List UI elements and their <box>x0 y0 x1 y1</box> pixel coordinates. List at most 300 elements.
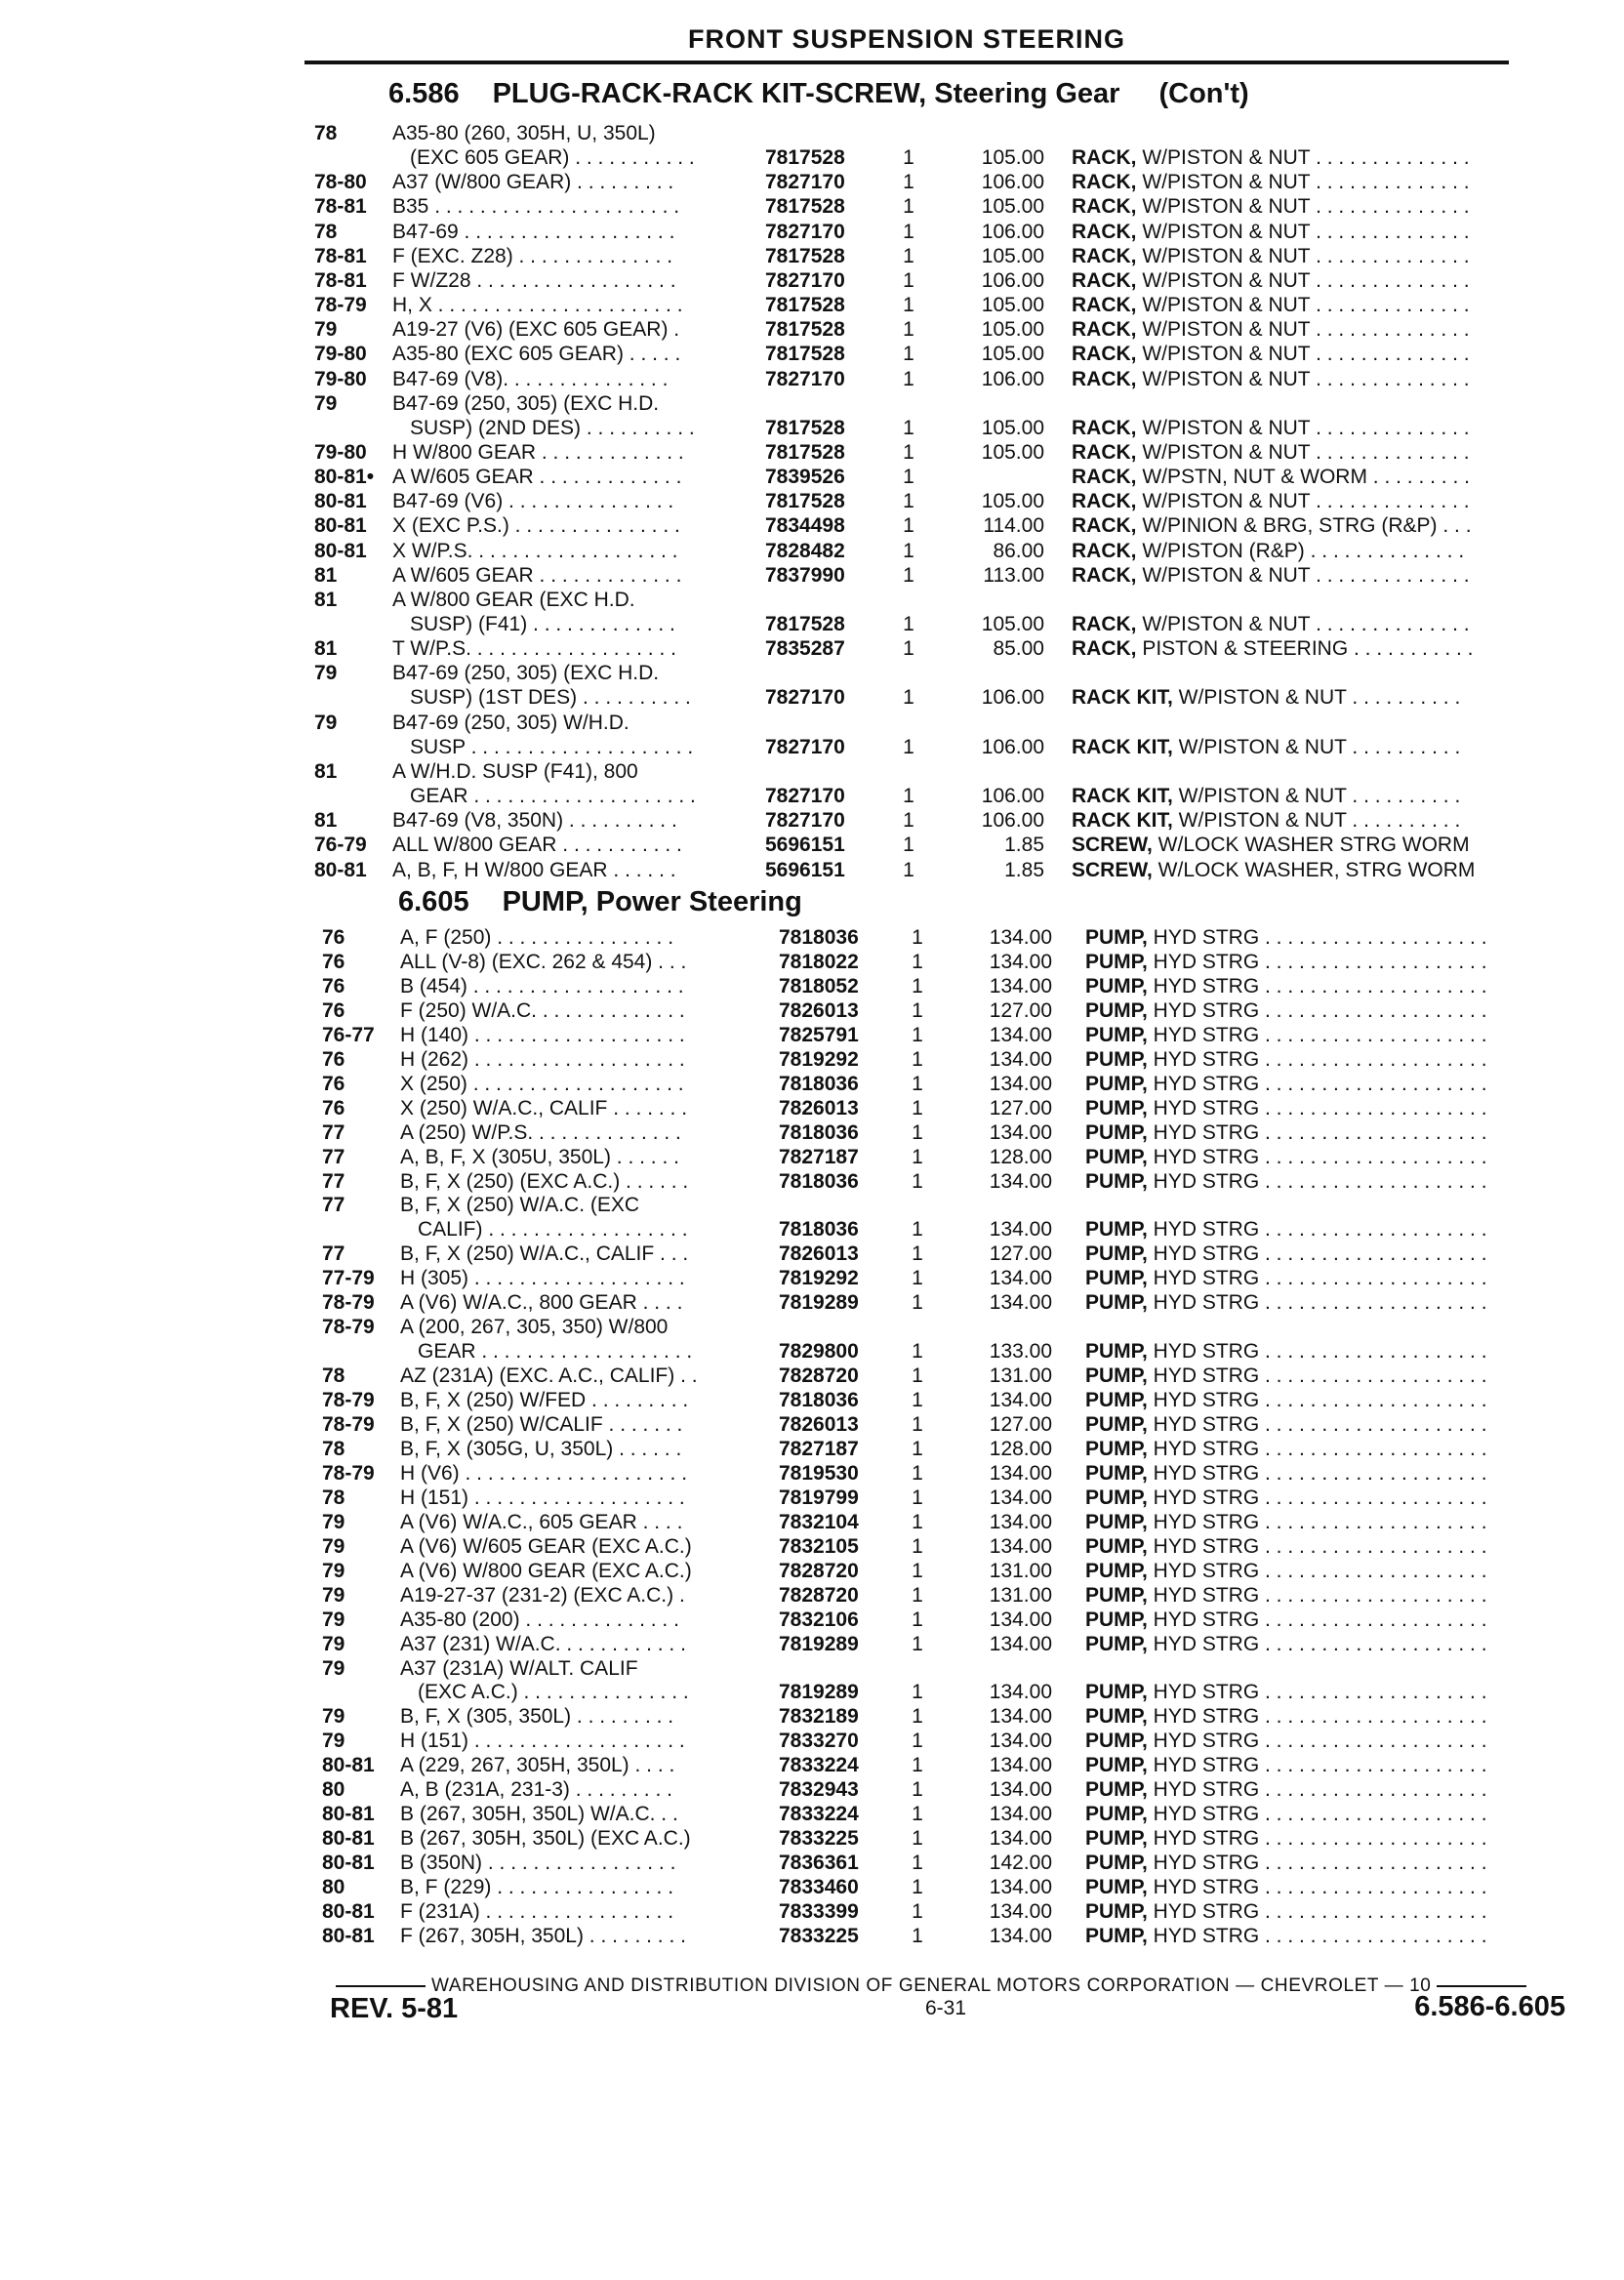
year-range: 76 <box>322 1097 345 1120</box>
year-range: 78-79 <box>322 1316 375 1338</box>
application-description: B47-69 (V8, 350N) . . . . . . . . . . <box>392 809 677 832</box>
year-range: 78 <box>322 1364 345 1387</box>
table-row <box>0 1899 1624 1924</box>
part-name: PUMP, <box>1085 1827 1148 1850</box>
part-description <box>1072 342 1560 366</box>
part-number: 7828482 <box>765 540 845 562</box>
part-detail: W/PSTN, NUT & WORM . . . . . . . . . <box>1136 466 1470 488</box>
quantity: 1 <box>903 809 914 832</box>
year-range: 77 <box>322 1146 345 1168</box>
quantity: 1 <box>912 1535 923 1558</box>
quantity: 1 <box>912 1705 923 1728</box>
year-range: 80 <box>322 1778 345 1801</box>
table-row <box>0 636 1624 661</box>
part-number: 7832943 <box>779 1778 859 1801</box>
year-range: 76 <box>322 926 345 949</box>
list-price: 134.00 <box>989 1705 1052 1728</box>
part-detail: HYD STRG . . . . . . . . . . . . . . . . . . . . <box>1147 1097 1487 1120</box>
list-price: 134.00 <box>989 1389 1052 1411</box>
application-description: F (250) W/A.C. . . . . . . . . . . . . . <box>400 999 685 1022</box>
quantity: 1 <box>912 1511 923 1533</box>
table-row <box>0 685 1624 710</box>
part-description <box>1085 1680 1563 1704</box>
year-range: 78-79 <box>322 1389 375 1411</box>
part-detail: HYD STRG . . . . . . . . . . . . . . . . . . . . <box>1147 1389 1487 1411</box>
year-range: 79-80 <box>314 368 367 390</box>
year-range: 77 <box>322 1242 345 1265</box>
part-number: 7833399 <box>779 1900 859 1923</box>
part-detail: HYD STRG . . . . . . . . . . . . . . . . . . . . <box>1147 1340 1487 1363</box>
table-row <box>0 1559 1624 1583</box>
quantity: 1 <box>903 294 914 316</box>
application-description: AZ (231A) (EXC. A.C., CALIF) . . <box>400 1364 698 1387</box>
part-description <box>1072 170 1560 194</box>
part-name: PUMP, <box>1085 1681 1148 1703</box>
part-detail: HYD STRG . . . . . . . . . . . . . . . . . . . . <box>1147 1608 1487 1631</box>
part-description <box>1072 244 1560 268</box>
quantity: 1 <box>903 736 914 758</box>
part-name: PUMP, <box>1085 1900 1148 1923</box>
table-row <box>0 367 1624 391</box>
table-row <box>0 1437 1624 1461</box>
year-range: 78-80 <box>314 171 367 193</box>
application-description: H, X . . . . . . . . . . . . . . . . . . . . . . <box>392 294 683 316</box>
application-description: B47-69 . . . . . . . . . . . . . . . . . . . <box>392 221 675 243</box>
table-row <box>0 1608 1624 1632</box>
part-name: RACK, <box>1072 269 1137 292</box>
quantity: 1 <box>912 1486 923 1509</box>
list-price: 105.00 <box>981 441 1044 464</box>
table-row <box>0 244 1624 268</box>
application-description: H (305) . . . . . . . . . . . . . . . . . . . <box>400 1267 685 1289</box>
quantity: 1 <box>903 514 914 537</box>
part-name: PUMP, <box>1085 951 1148 973</box>
part-description <box>1085 974 1563 998</box>
part-description <box>1072 145 1560 170</box>
part-detail: HYD STRG . . . . . . . . . . . . . . . . . . . . <box>1147 999 1487 1022</box>
part-description <box>1072 194 1560 219</box>
year-range: 77 <box>322 1194 345 1216</box>
part-description <box>1085 1534 1563 1559</box>
application-description: B, F, X (305G, U, 350L) . . . . . . <box>400 1438 682 1460</box>
part-name: PUMP, <box>1085 1097 1148 1120</box>
application-description: ALL (V-8) (EXC. 262 & 454) . . . <box>400 951 687 973</box>
part-description <box>1085 1753 1563 1777</box>
list-price: 85.00 <box>993 637 1044 660</box>
part-number: 7828720 <box>779 1584 859 1607</box>
part-name: PUMP, <box>1085 1535 1148 1558</box>
part-number: 7818036 <box>779 1170 859 1193</box>
part-number: 7827170 <box>765 785 845 807</box>
list-price: 105.00 <box>981 417 1044 439</box>
part-detail: HYD STRG . . . . . . . . . . . . . . . . . . . . <box>1147 1730 1487 1752</box>
part-detail: HYD STRG . . . . . . . . . . . . . . . . . . . . <box>1147 1876 1487 1898</box>
section-heading: PLUG-RACK-RACK KIT-SCREW, Steering Gear <box>492 78 1120 109</box>
application-description: X (EXC P.S.) . . . . . . . . . . . . . . . <box>392 514 680 537</box>
application-description: F (EXC. Z28) . . . . . . . . . . . . . . <box>392 245 673 267</box>
part-name: RACK, <box>1072 343 1137 365</box>
table-row <box>0 1120 1624 1145</box>
quantity: 1 <box>912 1340 923 1363</box>
part-number: 7826013 <box>779 1097 859 1120</box>
part-number: 7817528 <box>765 294 845 316</box>
table-row <box>0 1364 1624 1388</box>
part-number: 7827170 <box>765 686 845 709</box>
year-range: 79 <box>322 1535 345 1558</box>
part-number: 7817528 <box>765 245 845 267</box>
application-description: A37 (W/800 GEAR) . . . . . . . . . <box>392 171 674 193</box>
part-number: 7828720 <box>779 1364 859 1387</box>
application-description: SUSP) (F41) . . . . . . . . . . . . . <box>410 613 675 635</box>
part-name: RACK, <box>1072 146 1137 169</box>
application-description: A W/605 GEAR . . . . . . . . . . . . . <box>392 466 682 488</box>
part-description <box>1072 636 1560 661</box>
table-row <box>0 1023 1624 1047</box>
part-name: PUMP, <box>1085 1218 1148 1241</box>
quantity: 1 <box>903 686 914 709</box>
table-row <box>0 440 1624 465</box>
table-row <box>0 612 1624 636</box>
part-detail: W/PISTON & NUT . . . . . . . . . . <box>1172 736 1461 758</box>
part-detail: W/PISTON & NUT . . . . . . . . . . . . . . <box>1136 195 1470 218</box>
table-row <box>0 1242 1624 1266</box>
table-row <box>0 416 1624 440</box>
year-range: 80-81 <box>322 1852 375 1874</box>
part-name: PUMP, <box>1085 1073 1148 1095</box>
quantity: 1 <box>903 146 914 169</box>
quantity: 1 <box>903 417 914 439</box>
application-description: B, F, X (250) W/A.C., CALIF . . . <box>400 1242 689 1265</box>
application-description: A (V6) W/800 GEAR (EXC A.C.) <box>400 1560 692 1582</box>
part-number: 7818036 <box>779 1121 859 1144</box>
list-price: 134.00 <box>989 1803 1052 1825</box>
year-range: 78-79 <box>322 1291 375 1314</box>
part-number: 7833460 <box>779 1876 859 1898</box>
application-description: B47-69 (250, 305) (EXC H.D. <box>392 662 660 684</box>
part-number: 7817528 <box>765 417 845 439</box>
part-detail: HYD STRG . . . . . . . . . . . . . . . . . . . . <box>1147 1705 1487 1728</box>
part-description <box>1072 220 1560 244</box>
part-description <box>1085 1777 1563 1802</box>
part-description <box>1085 925 1563 950</box>
year-range: 78 <box>314 221 338 243</box>
part-detail: W/PISTON & NUT . . . . . . . . . . . . . . <box>1136 417 1470 439</box>
quantity: 1 <box>903 269 914 292</box>
application-description: A (250) W/P.S. . . . . . . . . . . . . . <box>400 1121 681 1144</box>
table-row <box>0 1266 1624 1290</box>
footer-distributor: WAREHOUSING AND DISTRIBUTION DIVISION OF GENERAL MOTORS CORPORATION — CHEVROLET — 10 <box>431 1975 1432 1996</box>
table-row <box>0 293 1624 317</box>
application-description: H (140) . . . . . . . . . . . . . . . . . . . <box>400 1024 685 1046</box>
quantity: 1 <box>912 1024 923 1046</box>
list-price: 134.00 <box>989 1024 1052 1046</box>
part-name: RACK, <box>1072 514 1137 537</box>
quantity: 1 <box>912 1876 923 1898</box>
table-row <box>0 1875 1624 1899</box>
quantity: 1 <box>903 343 914 365</box>
part-name: PUMP, <box>1085 1511 1148 1533</box>
table-row <box>0 784 1624 808</box>
year-range: 76-79 <box>314 834 367 856</box>
list-price: 106.00 <box>981 171 1044 193</box>
quantity: 1 <box>912 1242 923 1265</box>
year-range: 81 <box>314 589 338 611</box>
part-description <box>1085 1802 1563 1826</box>
part-number: 7833224 <box>779 1754 859 1776</box>
part-number: 7833270 <box>779 1730 859 1752</box>
part-detail: W/PISTON & NUT . . . . . . . . . . <box>1172 686 1461 709</box>
table-row <box>0 145 1624 170</box>
part-name: PUMP, <box>1085 1584 1148 1607</box>
part-name: RACK, <box>1072 368 1137 390</box>
application-description: B (454) . . . . . . . . . . . . . . . . . . . <box>400 975 684 998</box>
table-row <box>0 1412 1624 1437</box>
part-description <box>1085 1608 1563 1632</box>
table-row <box>0 268 1624 293</box>
list-price: 134.00 <box>989 1535 1052 1558</box>
part-detail: W/PISTON & NUT . . . . . . . . . . . . . . <box>1136 343 1470 365</box>
year-range: 76 <box>322 951 345 973</box>
part-number: 5696151 <box>765 834 845 856</box>
quantity: 1 <box>912 1900 923 1923</box>
part-number: 7819289 <box>779 1291 859 1314</box>
application-description: B47-69 (250, 305) W/H.D. <box>392 712 629 734</box>
part-number: 7817528 <box>765 613 845 635</box>
application-description: GEAR . . . . . . . . . . . . . . . . . . . <box>418 1340 693 1363</box>
quantity: 1 <box>903 221 914 243</box>
part-name: PUMP, <box>1085 1754 1148 1776</box>
part-description <box>1072 735 1560 759</box>
section-number: 6.605 <box>398 886 469 917</box>
part-description <box>1072 539 1560 563</box>
list-price: 105.00 <box>981 490 1044 512</box>
list-price: 134.00 <box>989 1925 1052 1947</box>
table-row <box>0 1704 1624 1729</box>
part-description <box>1072 440 1560 465</box>
part-description <box>1085 1851 1563 1875</box>
year-range: 80-81 <box>314 859 367 881</box>
application-description: H W/800 GEAR . . . . . . . . . . . . . <box>392 441 684 464</box>
quantity: 1 <box>912 999 923 1022</box>
part-description <box>1085 1583 1563 1608</box>
part-number: 7827170 <box>765 221 845 243</box>
part-number: 7832104 <box>779 1511 859 1533</box>
part-description <box>1072 489 1560 513</box>
part-name: RACK KIT, <box>1072 686 1173 709</box>
year-range: 78-81 <box>314 195 367 218</box>
part-description <box>1072 612 1560 636</box>
part-number: 7833225 <box>779 1827 859 1850</box>
table-row <box>0 1729 1624 1753</box>
part-description <box>1085 1072 1563 1096</box>
part-number: 7818036 <box>779 926 859 949</box>
list-price: 105.00 <box>981 146 1044 169</box>
part-number: 7817528 <box>765 318 845 341</box>
part-number: 5696151 <box>765 859 845 881</box>
list-price: 105.00 <box>981 343 1044 365</box>
part-detail: W/PISTON & NUT . . . . . . . . . . . . . . <box>1136 146 1470 169</box>
year-range: 80-81 <box>322 1900 375 1923</box>
part-name: PUMP, <box>1085 1633 1148 1655</box>
application-description: SUSP) (1ST DES) . . . . . . . . . . <box>410 686 691 709</box>
part-detail: W/LOCK WASHER STRG WORM <box>1152 834 1470 856</box>
table-row <box>0 1851 1624 1875</box>
application-description: GEAR . . . . . . . . . . . . . . . . . . . . <box>410 785 696 807</box>
part-number: 7839526 <box>765 466 845 488</box>
table-row <box>0 950 1624 974</box>
year-range: 79 <box>322 1608 345 1631</box>
quantity: 1 <box>912 1073 923 1095</box>
quantity: 1 <box>903 466 914 488</box>
list-price: 134.00 <box>989 1730 1052 1752</box>
part-detail: PISTON & STEERING . . . . . . . . . . . <box>1136 637 1474 660</box>
part-detail: W/PISTON & NUT . . . . . . . . . . . . . . <box>1136 245 1470 267</box>
part-detail: HYD STRG . . . . . . . . . . . . . . . . . . . . <box>1147 1535 1487 1558</box>
part-name: RACK, <box>1072 490 1137 512</box>
part-detail: W/PISTON & NUT . . . . . . . . . . . . . . <box>1136 221 1470 243</box>
quantity: 1 <box>912 1827 923 1850</box>
part-number: 7832189 <box>779 1705 859 1728</box>
part-name: RACK, <box>1072 613 1137 635</box>
part-detail: W/PISTON & NUT . . . . . . . . . . . . . . <box>1136 171 1470 193</box>
table-row <box>0 563 1624 588</box>
table-row <box>0 974 1624 998</box>
application-description: B, F, X (250) W/A.C. (EXC <box>400 1194 640 1216</box>
page-number: 6-31 <box>925 1997 967 2019</box>
application-description: X W/P.S. . . . . . . . . . . . . . . . . . . <box>392 540 678 562</box>
part-detail: HYD STRG . . . . . . . . . . . . . . . . . . . . <box>1147 1584 1487 1607</box>
year-range: 76 <box>322 1073 345 1095</box>
part-detail: W/PISTON & NUT . . . . . . . . . . . . . . <box>1136 613 1470 635</box>
section-heading: PUMP, Power Steering <box>502 886 802 917</box>
part-name: RACK KIT, <box>1072 809 1173 832</box>
section-range: 6.586-6.605 <box>1414 1991 1565 2022</box>
part-detail: HYD STRG . . . . . . . . . . . . . . . . . . . . <box>1147 1146 1487 1168</box>
list-price: 105.00 <box>981 195 1044 218</box>
year-range: 76-77 <box>322 1024 375 1046</box>
part-detail: HYD STRG . . . . . . . . . . . . . . . . . . . . <box>1147 1462 1487 1485</box>
year-range: 78 <box>322 1438 345 1460</box>
application-description: B (267, 305H, 350L) (EXC A.C.) <box>400 1827 691 1850</box>
part-number: 7833224 <box>779 1803 859 1825</box>
part-detail: W/PISTON & NUT . . . . . . . . . . . . . . <box>1136 490 1470 512</box>
table-row <box>0 342 1624 366</box>
table-row <box>0 317 1624 342</box>
part-number: 7827170 <box>765 368 845 390</box>
part-detail: HYD STRG . . . . . . . . . . . . . . . . . . . . <box>1147 1024 1487 1046</box>
quantity: 1 <box>903 441 914 464</box>
part-name: PUMP, <box>1085 1852 1148 1874</box>
part-name: RACK, <box>1072 564 1137 587</box>
quantity: 1 <box>912 1170 923 1193</box>
part-number: 7817528 <box>765 441 845 464</box>
year-range: 79 <box>322 1511 345 1533</box>
table-row-description-line <box>0 759 1624 784</box>
application-description: A (V6) W/A.C., 605 GEAR . . . . <box>400 1511 683 1533</box>
table-row-description-line <box>0 1656 1624 1681</box>
part-detail: W/PISTON & NUT . . . . . . . . . . . . . . <box>1136 368 1470 390</box>
year-range: 79 <box>322 1633 345 1655</box>
part-number: 7818036 <box>779 1073 859 1095</box>
quantity: 1 <box>903 245 914 267</box>
list-price: 105.00 <box>981 318 1044 341</box>
list-price: 106.00 <box>981 221 1044 243</box>
year-range: 76 <box>322 999 345 1022</box>
application-description: A35-80 (EXC 605 GEAR) . . . . . <box>392 343 681 365</box>
quantity: 1 <box>903 834 914 856</box>
quantity: 1 <box>912 1097 923 1120</box>
footer-rule <box>1437 1985 1526 1987</box>
application-description: (EXC 605 GEAR) . . . . . . . . . . . <box>410 146 695 169</box>
year-range: 81 <box>314 760 338 783</box>
table-row <box>0 1777 1624 1802</box>
part-number: 7837990 <box>765 564 845 587</box>
table-row <box>0 1290 1624 1315</box>
year-range: 78-79 <box>322 1462 375 1485</box>
part-number: 7826013 <box>779 1413 859 1436</box>
quantity: 1 <box>912 1291 923 1314</box>
table-row <box>0 465 1624 489</box>
quantity: 1 <box>912 1608 923 1631</box>
part-detail: W/PINION & BRG, STRG (R&P) . . . <box>1136 514 1472 537</box>
table-row <box>0 808 1624 833</box>
year-range: 76 <box>322 1048 345 1071</box>
table-row <box>0 513 1624 538</box>
part-name: PUMP, <box>1085 975 1148 998</box>
quantity: 1 <box>912 1778 923 1801</box>
application-description: A19-27 (V6) (EXC 605 GEAR) . <box>392 318 680 341</box>
application-description: SUSP) (2ND DES) . . . . . . . . . . <box>410 417 695 439</box>
list-price: 105.00 <box>981 613 1044 635</box>
part-name: PUMP, <box>1085 1267 1148 1289</box>
year-range: 79 <box>314 318 338 341</box>
part-description <box>1072 563 1560 588</box>
year-range: 79 <box>314 712 338 734</box>
list-price: 134.00 <box>989 1876 1052 1898</box>
part-name: PUMP, <box>1085 1876 1148 1898</box>
application-description: ALL W/800 GEAR . . . . . . . . . . . <box>392 834 682 856</box>
list-price: 106.00 <box>981 785 1044 807</box>
part-detail: HYD STRG . . . . . . . . . . . . . . . . . . . . <box>1147 1852 1487 1874</box>
year-range: 79 <box>314 662 338 684</box>
list-price: 131.00 <box>989 1584 1052 1607</box>
part-description <box>1085 1242 1563 1266</box>
table-row <box>0 1072 1624 1096</box>
list-price: 128.00 <box>989 1438 1052 1460</box>
list-price: 1.85 <box>1004 859 1044 881</box>
part-name: RACK, <box>1072 221 1137 243</box>
part-name: RACK, <box>1072 540 1137 562</box>
list-price: 134.00 <box>989 1048 1052 1071</box>
part-description <box>1085 1096 1563 1120</box>
part-detail: HYD STRG . . . . . . . . . . . . . . . . . . . . <box>1147 1438 1487 1460</box>
part-description <box>1085 1510 1563 1534</box>
list-price: 133.00 <box>989 1340 1052 1363</box>
part-name: RACK, <box>1072 294 1137 316</box>
part-number: 7818036 <box>779 1218 859 1241</box>
quantity: 1 <box>912 1389 923 1411</box>
application-description: A W/H.D. SUSP (F41), 800 <box>392 760 638 783</box>
application-description: B47-69 (250, 305) (EXC H.D. <box>392 392 660 415</box>
part-detail: HYD STRG . . . . . . . . . . . . . . . . . . . . <box>1147 926 1487 949</box>
quantity: 1 <box>912 1267 923 1289</box>
quantity: 1 <box>903 785 914 807</box>
quantity: 1 <box>912 1633 923 1655</box>
quantity: 1 <box>912 951 923 973</box>
table-row <box>0 735 1624 759</box>
list-price: 134.00 <box>989 1121 1052 1144</box>
part-number: 7835287 <box>765 637 845 660</box>
